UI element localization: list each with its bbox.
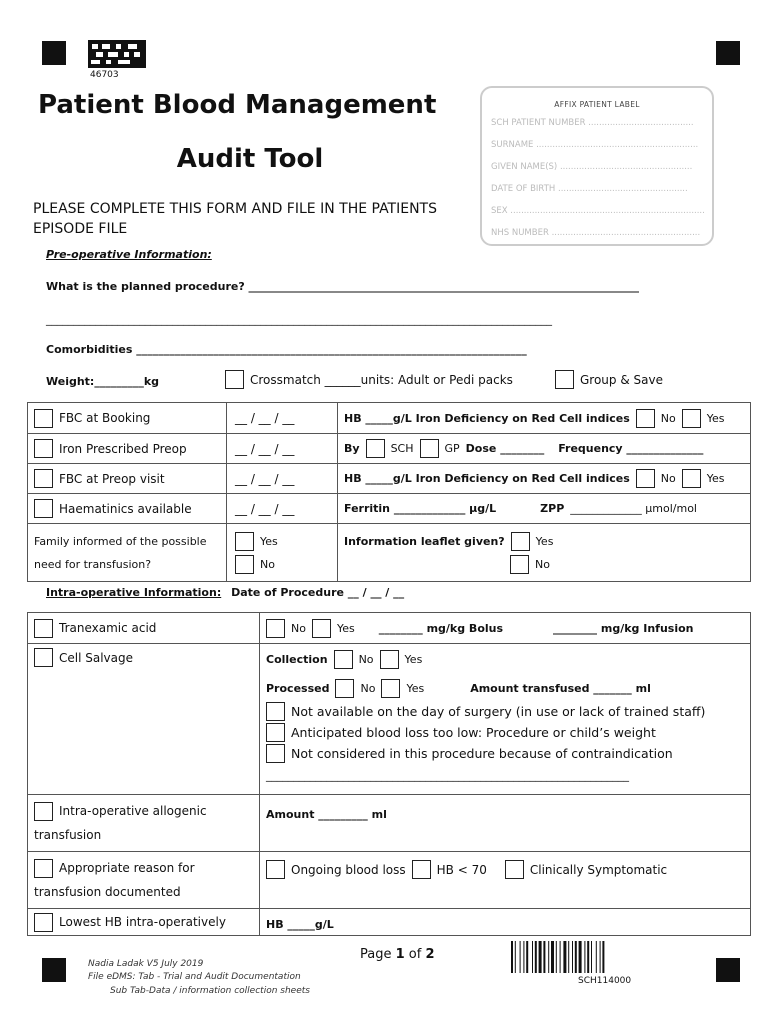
processed-no-checkbox[interactable] xyxy=(335,679,354,698)
allogenic-checkbox[interactable] xyxy=(34,802,53,821)
reason-free-text-line[interactable]: __________________________________________________________________ xyxy=(266,769,629,782)
yes-label: Yes xyxy=(336,621,355,635)
fbc-preop-date[interactable]: __ / __ / __ xyxy=(235,471,295,486)
label-line-given-names: GIVEN NAME(S) ................................................. xyxy=(491,162,693,172)
corner-marker-top-right xyxy=(716,41,740,65)
processed-yes-checkbox[interactable] xyxy=(381,679,400,698)
iron-preop-checkbox[interactable] xyxy=(34,439,53,458)
no-label: No xyxy=(291,621,306,635)
yes-label: Yes xyxy=(535,534,554,548)
cell-salvage-label: Cell Salvage xyxy=(59,650,134,665)
document-barcode xyxy=(511,941,701,973)
fbc-booking-hb[interactable]: HB _____g/L Iron Deficiency on Red Cell indices xyxy=(344,411,630,425)
no-label: No xyxy=(358,653,374,666)
fbc-preop-no-checkbox[interactable] xyxy=(636,469,655,488)
form-code-graphic xyxy=(88,40,146,68)
label-box-heading: AFFIX PATIENT LABEL xyxy=(554,100,640,109)
sch-checkbox[interactable] xyxy=(366,439,385,458)
form-number: 46703 xyxy=(90,70,119,80)
label-line-surname: SURNAME ............................................................ xyxy=(491,140,699,150)
allogenic-label-2: transfusion xyxy=(34,828,102,842)
label-line-dob: DATE OF BIRTH ................................................ xyxy=(491,184,688,194)
footer-edms: File eDMS: Tab - Trial and Audit Documentation xyxy=(88,972,301,982)
haematinics-date[interactable]: __ / __ / __ xyxy=(235,501,295,516)
ongoing-loss-checkbox[interactable] xyxy=(266,860,285,879)
group-save-label: Group & Save xyxy=(580,372,663,387)
reason-low-loss-checkbox[interactable] xyxy=(266,723,285,742)
comorbidities-field[interactable]: Comorbidities _______________________________________________________________________ xyxy=(46,343,527,356)
ferritin-field[interactable]: Ferritin _____________ µg/L xyxy=(344,502,497,515)
collection-no-checkbox[interactable] xyxy=(334,650,353,669)
fbc-booking-label: FBC at Booking xyxy=(59,411,151,425)
no-label: No xyxy=(535,557,550,571)
cell-salvage-checkbox[interactable] xyxy=(34,648,53,667)
page-title-line1: Patient Blood Management xyxy=(38,90,437,120)
patient-label-box xyxy=(480,86,714,246)
tranexamic-label: Tranexamic acid xyxy=(59,621,157,635)
sch-label: SCH xyxy=(390,442,414,455)
iron-preop-date[interactable]: __ / __ / __ xyxy=(235,441,295,456)
family-yes-checkbox[interactable] xyxy=(235,532,254,551)
intraop-table xyxy=(27,612,751,936)
zpp-label: ZPP xyxy=(540,502,565,515)
crossmatch-row xyxy=(225,370,513,389)
haematinics-label: Haematinics available xyxy=(59,501,192,516)
fbc-booking-checkbox[interactable] xyxy=(34,409,53,428)
ongoing-loss-label: Ongoing blood loss xyxy=(291,862,406,877)
page-prefix: Page xyxy=(360,947,396,962)
hb70-checkbox[interactable] xyxy=(412,860,431,879)
footer-author: Nadia Ladak V5 July 2019 xyxy=(88,959,204,969)
date-of-procedure-field[interactable]: Date of Procedure __ / __ / __ xyxy=(231,586,405,599)
page-number xyxy=(360,947,435,962)
page-current: 1 xyxy=(395,947,405,962)
instruction-text: PLEASE COMPLETE THIS FORM AND FILE IN THE PATIENTS EPISODE FILE xyxy=(33,201,437,237)
reason-contraindication-label: Not considered in this procedure because of contraindication xyxy=(291,746,673,761)
group-save-checkbox[interactable] xyxy=(555,370,574,389)
family-informed-label-2: need for transfusion? xyxy=(34,557,152,571)
tranexamic-checkbox[interactable] xyxy=(34,619,53,638)
by-label: By xyxy=(344,442,360,455)
fbc-preop-label: FBC at Preop visit xyxy=(59,471,165,486)
fbc-preop-hb[interactable]: HB _____g/L Iron Deficiency on Red Cell indices xyxy=(344,472,630,485)
no-label: No xyxy=(260,557,275,571)
bolus-field[interactable]: ________ mg/kg Bolus xyxy=(378,621,504,635)
symptomatic-checkbox[interactable] xyxy=(505,860,524,879)
corner-marker-top-left xyxy=(42,41,66,65)
yes-label: Yes xyxy=(404,653,423,666)
lowest-hb-label: Lowest HB intra-operatively xyxy=(59,915,226,929)
appropriate-reason-label-2: transfusion documented xyxy=(34,885,181,899)
leaflet-label: Information leaflet given? xyxy=(344,534,505,548)
fbc-preop-checkbox[interactable] xyxy=(34,469,53,488)
gp-checkbox[interactable] xyxy=(420,439,439,458)
leaflet-no-checkbox[interactable] xyxy=(510,555,529,574)
gp-label: GP xyxy=(444,442,460,455)
yes-label: Yes xyxy=(406,682,425,695)
allogenic-amount-field[interactable]: Amount _________ ml xyxy=(266,808,387,821)
page-title-line2: Audit Tool xyxy=(176,144,324,174)
tranexamic-yes-checkbox[interactable] xyxy=(312,619,331,638)
no-label: No xyxy=(660,472,676,485)
tranexamic-no-checkbox[interactable] xyxy=(266,619,285,638)
symptomatic-label: Clinically Symptomatic xyxy=(529,862,668,877)
family-no-checkbox[interactable] xyxy=(235,555,254,574)
intraop-heading-row xyxy=(46,586,404,599)
crossmatch-label: Crossmatch ______units: Adult or Pedi packs xyxy=(250,372,513,387)
amount-transfused-field[interactable]: Amount transfused _______ ml xyxy=(470,682,651,695)
leaflet-yes-checkbox[interactable] xyxy=(511,532,530,551)
label-line-nhs-number: NHS NUMBER ....................................................... xyxy=(491,228,701,238)
hb70-label: HB < 70 xyxy=(436,862,487,877)
planned-procedure-field[interactable]: What is the planned procedure? _______________________________________________________________________ xyxy=(46,280,640,293)
fbc-booking-date[interactable]: __ / __ / __ xyxy=(235,411,295,425)
corner-marker-bottom-left xyxy=(42,958,66,982)
fbc-preop-yes-checkbox[interactable] xyxy=(682,469,701,488)
reason-contraindication-checkbox[interactable] xyxy=(266,744,285,763)
barcode-id: SCH114000 xyxy=(578,976,632,986)
group-save-row xyxy=(555,370,663,389)
page-of: of xyxy=(404,947,426,962)
footer-subtab: Sub Tab-Data / information collection sheets xyxy=(110,986,310,996)
fbc-booking-no-checkbox[interactable] xyxy=(636,409,655,428)
reason-low-loss-label: Anticipated blood loss too low: Procedure or child’s weight xyxy=(291,725,656,740)
weight-field[interactable]: Weight:_________kg xyxy=(46,375,160,388)
label-line-sex: SEX ........................................................................ xyxy=(491,206,705,216)
crossmatch-checkbox[interactable] xyxy=(225,370,244,389)
allogenic-label-1: Intra-operative allogenic xyxy=(59,804,207,818)
infusion-field[interactable]: ________ mg/kg Infusion xyxy=(553,621,694,635)
preop-heading: Pre-operative Information: xyxy=(46,248,212,261)
lowest-hb-checkbox[interactable] xyxy=(34,913,53,932)
appropriate-reason-label-1: Appropriate reason for xyxy=(59,861,195,875)
page-total: 2 xyxy=(425,947,435,962)
yes-label: Yes xyxy=(706,472,725,485)
yes-label: Yes xyxy=(706,411,725,425)
lowest-hb-field[interactable]: HB _____g/L xyxy=(266,917,334,931)
label-line-sch-number: SCH PATIENT NUMBER ....................................... xyxy=(491,118,694,128)
family-informed-label-1: Family informed of the possible xyxy=(34,534,207,548)
corner-marker-bottom-right xyxy=(716,958,740,982)
processed-label: Processed xyxy=(266,682,330,695)
preop-table xyxy=(27,402,751,582)
haematinics-checkbox[interactable] xyxy=(34,499,53,518)
dose-field[interactable]: Dose ________ xyxy=(465,442,545,455)
appropriate-reason-checkbox[interactable] xyxy=(34,859,53,878)
zpp-field[interactable]: _____________ µmol/mol xyxy=(570,502,697,515)
reason-not-available-checkbox[interactable] xyxy=(266,702,285,721)
collection-label: Collection xyxy=(266,653,328,666)
no-label: No xyxy=(660,411,676,425)
intraop-heading: Intra-operative Information: xyxy=(46,586,222,599)
reason-not-available-label: Not available on the day of surgery (in use or lack of trained staff) xyxy=(291,704,706,719)
yes-label: Yes xyxy=(260,534,278,548)
fbc-booking-yes-checkbox[interactable] xyxy=(682,409,701,428)
no-label: No xyxy=(360,682,376,695)
frequency-field[interactable]: Frequency ______________ xyxy=(558,442,704,455)
collection-yes-checkbox[interactable] xyxy=(380,650,399,669)
iron-preop-label: Iron Prescribed Preop xyxy=(59,441,187,456)
procedure-line-2[interactable]: ____________________________________________________________________________________________ xyxy=(46,313,552,326)
